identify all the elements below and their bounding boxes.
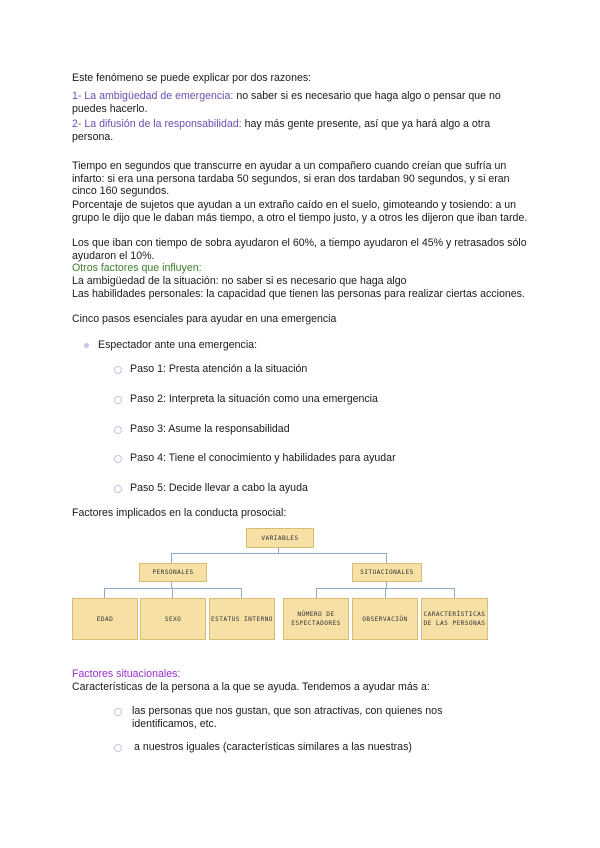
connector-line: [171, 553, 387, 554]
paragraph-resultados: Los que iban con tiempo de sobra ayudaron el 60%, a tiempo ayudaron el 45% y retrasados sólo ayudaron el 10%.: [72, 237, 527, 262]
bullet-circle-icon: [114, 485, 122, 493]
situational-item: a nuestros iguales (características similares a las nuestras): [134, 741, 412, 753]
connector-line: [104, 588, 105, 598]
reason-1: [72, 90, 528, 115]
diagram-node-caracteristicas: CARACTERÍSTICAS DE LAS PERSONAS: [421, 598, 488, 640]
paragraph-infarto: Tiempo en segundos que transcurre en ayudar a un compañero cuando creían que sufría un infarto: si era una persona tardaba 50 segundos, si eran dos tardaban 90 segundos, y si eran cinco 160 segundos.: [72, 160, 510, 198]
paragraph-porcentaje: Porcentaje de sujetos que ayudan a un extraño caído en el suelo, gimoteando y tosiendo: a un grupo le dijo que le daban más tiempo, a otro el tiempo justo, y a otros les dijeron que iban tarde.: [72, 199, 528, 224]
diagram-title: Factores implicados en la conducta prosocial:: [72, 507, 287, 519]
reason-1-label: 1- La ambigüedad de emergencia:: [72, 90, 234, 102]
situational-text: Características de la persona a la que se ayuda. Tendemos a ayudar más a:: [72, 681, 430, 693]
step-label: Paso 4: Tiene el conocimiento y habilidades para ayudar: [130, 452, 396, 464]
bullet-circle-icon: [114, 366, 122, 374]
connector-line: [385, 588, 386, 598]
connector-line: [171, 553, 172, 563]
situational-item: las personas que nos gustan, que son atractivas, con quienes nos identificamos, etc.: [132, 705, 443, 730]
diagram-node-sexo: SEXO: [140, 598, 206, 640]
reason-2-text: hay más gente presente, así que ya hará algo a otra persona.: [72, 118, 491, 143]
connector-line: [241, 588, 242, 598]
bullet-circle-icon: [114, 426, 122, 434]
connector-line: [316, 588, 317, 598]
reason-1-text: no saber si es necesario que haga algo o pensar que no puedes hacerlo.: [72, 90, 501, 115]
step-label: Paso 2: Interpreta la situación como una emergencia: [130, 393, 378, 405]
bullet-dot-icon: [84, 343, 89, 348]
other-factors-heading: Otros factores que influyen:: [72, 262, 202, 274]
connector-line: [454, 588, 455, 598]
diagram-node-numero: NÚMERO DE ESPECTADORES: [283, 598, 349, 640]
reason-2: [72, 118, 528, 143]
bullet-circle-icon: [114, 708, 122, 716]
connector-line: [386, 553, 387, 563]
diagram-node-variables: VARIABLES: [246, 528, 314, 548]
bullet-circle-icon: [114, 455, 122, 463]
step-label: Paso 1: Presta atención a la situación: [130, 363, 308, 375]
reason-2-label: 2- La difusión de la responsabilidad:: [72, 118, 242, 130]
factor-habilidades: Las habilidades personales: la capacidad que tienen las personas para realizar ciertas acciones.: [72, 288, 525, 300]
situational-heading: Factores situacionales:: [72, 668, 181, 680]
diagram-node-estatus: ESTATUS INTERNO: [209, 598, 275, 640]
diagram-node-observacion: OBSERVACIÓN: [352, 598, 418, 640]
diagram-node-edad: EDAD: [72, 598, 138, 640]
bullet-circle-icon: [114, 396, 122, 404]
step-label: Paso 3: Asume la responsabilidad: [130, 423, 290, 435]
five-steps-title: Cinco pasos esenciales para ayudar en una emergencia: [72, 313, 337, 325]
bullet-circle-icon: [114, 744, 122, 752]
spectator-label: Espectador ante una emergencia:: [98, 339, 258, 351]
step-label: Paso 5: Decide llevar a cabo la ayuda: [130, 482, 308, 494]
connector-line: [172, 588, 173, 598]
intro-text: Este fenómeno se puede explicar por dos razones:: [72, 72, 312, 84]
connector-line: [104, 588, 242, 589]
diagram-node-situacionales: SITUACIONALES: [352, 563, 422, 582]
diagram-node-personales: PERSONALES: [139, 563, 207, 582]
factor-ambiguedad: La ambigüedad de la situación: no saber si es necesario que haga algo: [72, 275, 407, 287]
